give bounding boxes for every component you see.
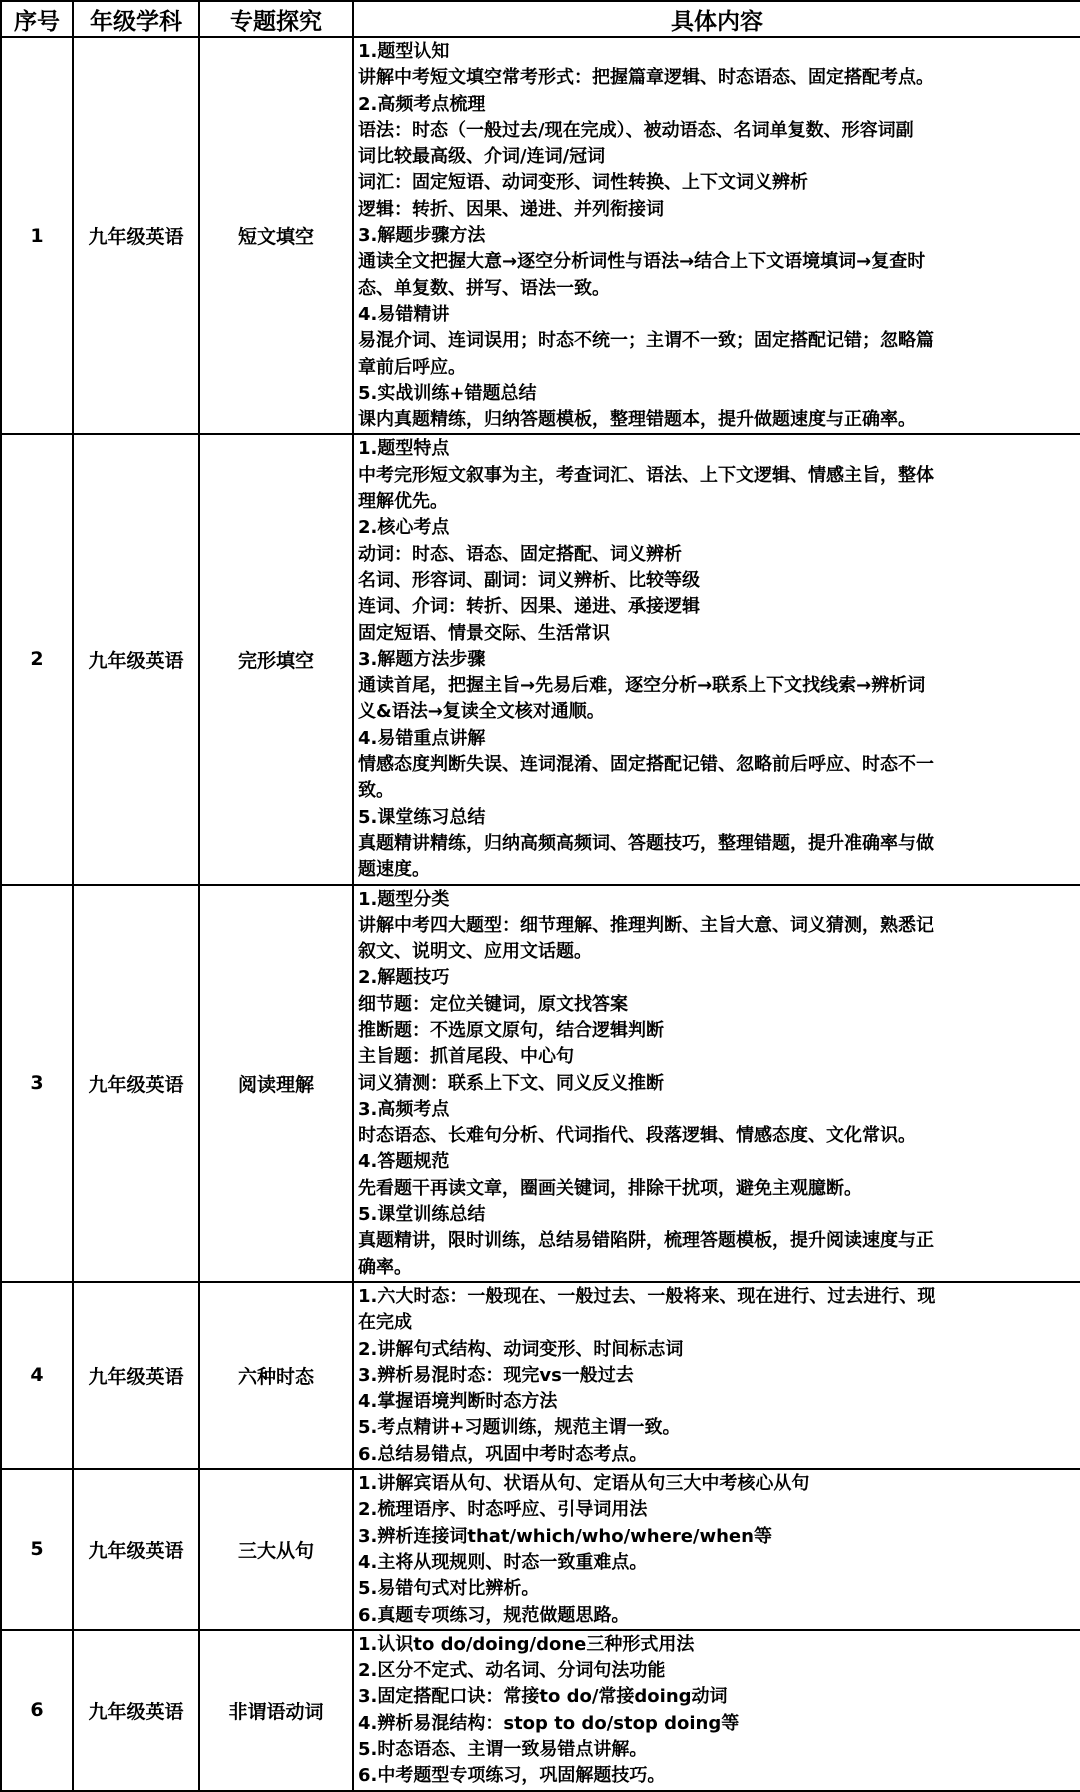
content-line: 题速度。: [358, 859, 430, 881]
content-line: 名词、形容词、副词：词义辨析、比较等级: [358, 569, 700, 591]
content-line: 细节题：定位关键词，原文找答案: [358, 993, 628, 1015]
content-line: 1.题型特点: [358, 438, 450, 460]
content-line: 4.掌握语境判断时态方法: [358, 1391, 558, 1413]
content-line: 中考完形短文叙事为主，考查词汇、语法、上下文逻辑、情感主旨，整体: [358, 464, 934, 486]
row-topic: 三大从句: [199, 1469, 353, 1630]
content-line: 情感态度判断失误、连词混淆、固定搭配记错、忽略前后呼应、时态不一: [358, 754, 934, 776]
row-grade-subject: 九年级英语: [73, 1630, 199, 1791]
content-line: 1.讲解宾语从句、状语从句、定语从句三大中考核心从句: [358, 1473, 810, 1495]
content-line: 2.区分不定式、动名词、分词句法功能: [358, 1660, 666, 1682]
content-line: 确率。: [358, 1256, 412, 1278]
content-line: 推断题：不选原文原句，结合逻辑判断: [358, 1019, 664, 1041]
content-line: 真题精讲精练，归纳高频高频词、答题技巧，整理错题，提升准确率与做: [358, 832, 934, 854]
content-line: 易混介词、连词误用；时态不统一；主谓不一致；固定搭配记错；忽略篇: [358, 330, 934, 352]
content-line: 态、单复数、拼写、语法一致。: [358, 277, 610, 299]
table-row: [1, 1469, 1080, 1630]
content-line: 词比较最高级、介词/连词/冠词: [358, 146, 606, 168]
content-line: 3.解题步骤方法: [358, 225, 486, 247]
content-line: 逻辑：转折、因果、递进、并列衔接词: [358, 198, 664, 220]
content-line: 1.认识to do/doing/done三种形式用法: [358, 1633, 695, 1655]
row-index: 4: [1, 1282, 73, 1469]
row-topic: 非谓语动词: [199, 1630, 353, 1791]
table-row: [1, 885, 1080, 1282]
row-index: 6: [1, 1630, 73, 1791]
content-line: 时态语态、长难句分析、代词指代、段落逻辑、情感态度、文化常识。: [358, 1125, 916, 1147]
row-topic: 完形填空: [199, 434, 353, 884]
content-line: 通读首尾，把握主旨→先易后难，逐空分析→联系上下文找线索→辨析词: [358, 675, 926, 697]
content-line: 1.题型分类: [358, 888, 450, 910]
content-line: 3.解题方法步骤: [358, 648, 486, 670]
content-line: 3.辨析连接词that/which/who/where/when等: [358, 1525, 772, 1547]
content-line: 动词：时态、语态、固定搭配、词义辨析: [358, 543, 682, 565]
content-line: 6.中考题型专项练习，巩固解题技巧。: [358, 1765, 666, 1787]
table-row: [1, 1282, 1080, 1469]
row-index: 1: [1, 37, 73, 434]
content-line: 在完成: [358, 1312, 412, 1334]
row-topic: 短文填空: [199, 37, 353, 434]
row-topic: 六种时态: [199, 1282, 353, 1469]
content-line: 5.实战训练+错题总结: [358, 382, 537, 404]
content-line: 4.答题规范: [358, 1151, 450, 1173]
content-line: 课内真题精练，归纳答题模板，整理错题本，提升做题速度与正确率。: [358, 409, 916, 431]
content-line: 语法：时态（一般过去/现在完成）、被动语态、名词单复数、形容词副: [358, 119, 914, 141]
row-grade-subject: 九年级英语: [73, 434, 199, 884]
row-grade-subject: 九年级英语: [73, 885, 199, 1282]
row-content: [353, 885, 1080, 1282]
content-line: 5.课堂练习总结: [358, 806, 486, 828]
header-topic: 专题探究: [199, 1, 353, 37]
content-line: 2.解题技巧: [358, 967, 450, 989]
row-content: [353, 434, 1080, 884]
content-line: 讲解中考短文填空常考形式：把握篇章逻辑、时态语态、固定搭配考点。: [358, 67, 934, 89]
table-row: [1, 37, 1080, 434]
row-content: [353, 37, 1080, 434]
row-content: [353, 1630, 1080, 1791]
table-body: [1, 37, 1080, 1791]
content-line: 6.总结易错点，巩固中考时态考点。: [358, 1443, 648, 1465]
content-line: 4.主将从现规则、时态一致重难点。: [358, 1551, 648, 1573]
content-line: 5.考点精讲+习题训练，规范主谓一致。: [358, 1417, 681, 1439]
row-index: 5: [1, 1469, 73, 1630]
content-line: 1.六大时态：一般现在、一般过去、一般将来、现在进行、过去进行、现: [358, 1285, 936, 1307]
content-line: 连词、介词：转折、因果、递进、承接逻辑: [358, 596, 700, 618]
content-line: 讲解中考四大题型：细节理解、推理判断、主旨大意、词义猜测，熟悉记: [358, 914, 934, 936]
content-line: 2.讲解句式结构、动词变形、时间标志词: [358, 1338, 684, 1360]
content-line: 通读全文把握大意→逐空分析词性与语法→结合上下文语境填词→复查时: [358, 251, 926, 273]
header-index: 序号: [1, 1, 73, 37]
content-line: 叙文、说明文、应用文话题。: [358, 941, 592, 963]
content-line: 2.高频考点梳理: [358, 93, 486, 115]
content-line: 固定短语、情景交际、生活常识: [358, 622, 610, 644]
content-line: 4.易错重点讲解: [358, 727, 486, 749]
content-line: 5.课堂训练总结: [358, 1204, 486, 1226]
row-index: 3: [1, 885, 73, 1282]
content-line: 6.真题专项练习，规范做题思路。: [358, 1604, 630, 1626]
header-content: 具体内容: [353, 1, 1080, 37]
content-line: 义&语法→复读全文核对通顺。: [358, 701, 605, 723]
row-index: 2: [1, 434, 73, 884]
content-line: 先看题干再读文章，圈画关键词，排除干扰项，避免主观臆断。: [358, 1177, 862, 1199]
row-grade-subject: 九年级英语: [73, 1469, 199, 1630]
content-line: 2.梳理语序、时态呼应、引导词用法: [358, 1499, 648, 1521]
content-line: 致。: [358, 780, 394, 802]
content-line: 5.易错句式对比辨析。: [358, 1578, 540, 1600]
content-line: 4.辨析易混结构：stop to do/stop doing等: [358, 1712, 740, 1734]
header-grade-subject: 年级学科: [73, 1, 199, 37]
content-line: 主旨题：抓首尾段、中心句: [358, 1046, 574, 1068]
table-row: [1, 434, 1080, 884]
content-line: 3.辨析易混时态：现完vs一般过去: [358, 1364, 634, 1386]
content-line: 3.固定搭配口诀：常接to do/常接doing动词: [358, 1686, 728, 1708]
table-row: [1, 1630, 1080, 1791]
content-line: 章前后呼应。: [358, 356, 466, 378]
content-line: 真题精讲，限时训练，总结易错陷阱，梳理答题模板，提升阅读速度与正: [358, 1230, 934, 1252]
row-content: [353, 1282, 1080, 1469]
row-grade-subject: 九年级英语: [73, 37, 199, 434]
content-line: 词汇：固定短语、动词变形、词性转换、上下文词义辨析: [358, 172, 808, 194]
row-grade-subject: 九年级英语: [73, 1282, 199, 1469]
content-line: 5.时态语态、主谓一致易错点讲解。: [358, 1739, 648, 1760]
content-line: 3.高频考点: [358, 1098, 450, 1120]
content-line: 2.核心考点: [358, 517, 450, 539]
header-row: [1, 1, 1080, 37]
row-content: [353, 1469, 1080, 1630]
content-line: 理解优先。: [358, 491, 448, 513]
content-line: 4.易错精讲: [358, 303, 450, 325]
content-line: 词义猜测：联系上下文、同义反义推断: [358, 1072, 664, 1094]
content-line: 1.题型认知: [358, 41, 450, 62]
row-topic: 阅读理解: [199, 885, 353, 1282]
